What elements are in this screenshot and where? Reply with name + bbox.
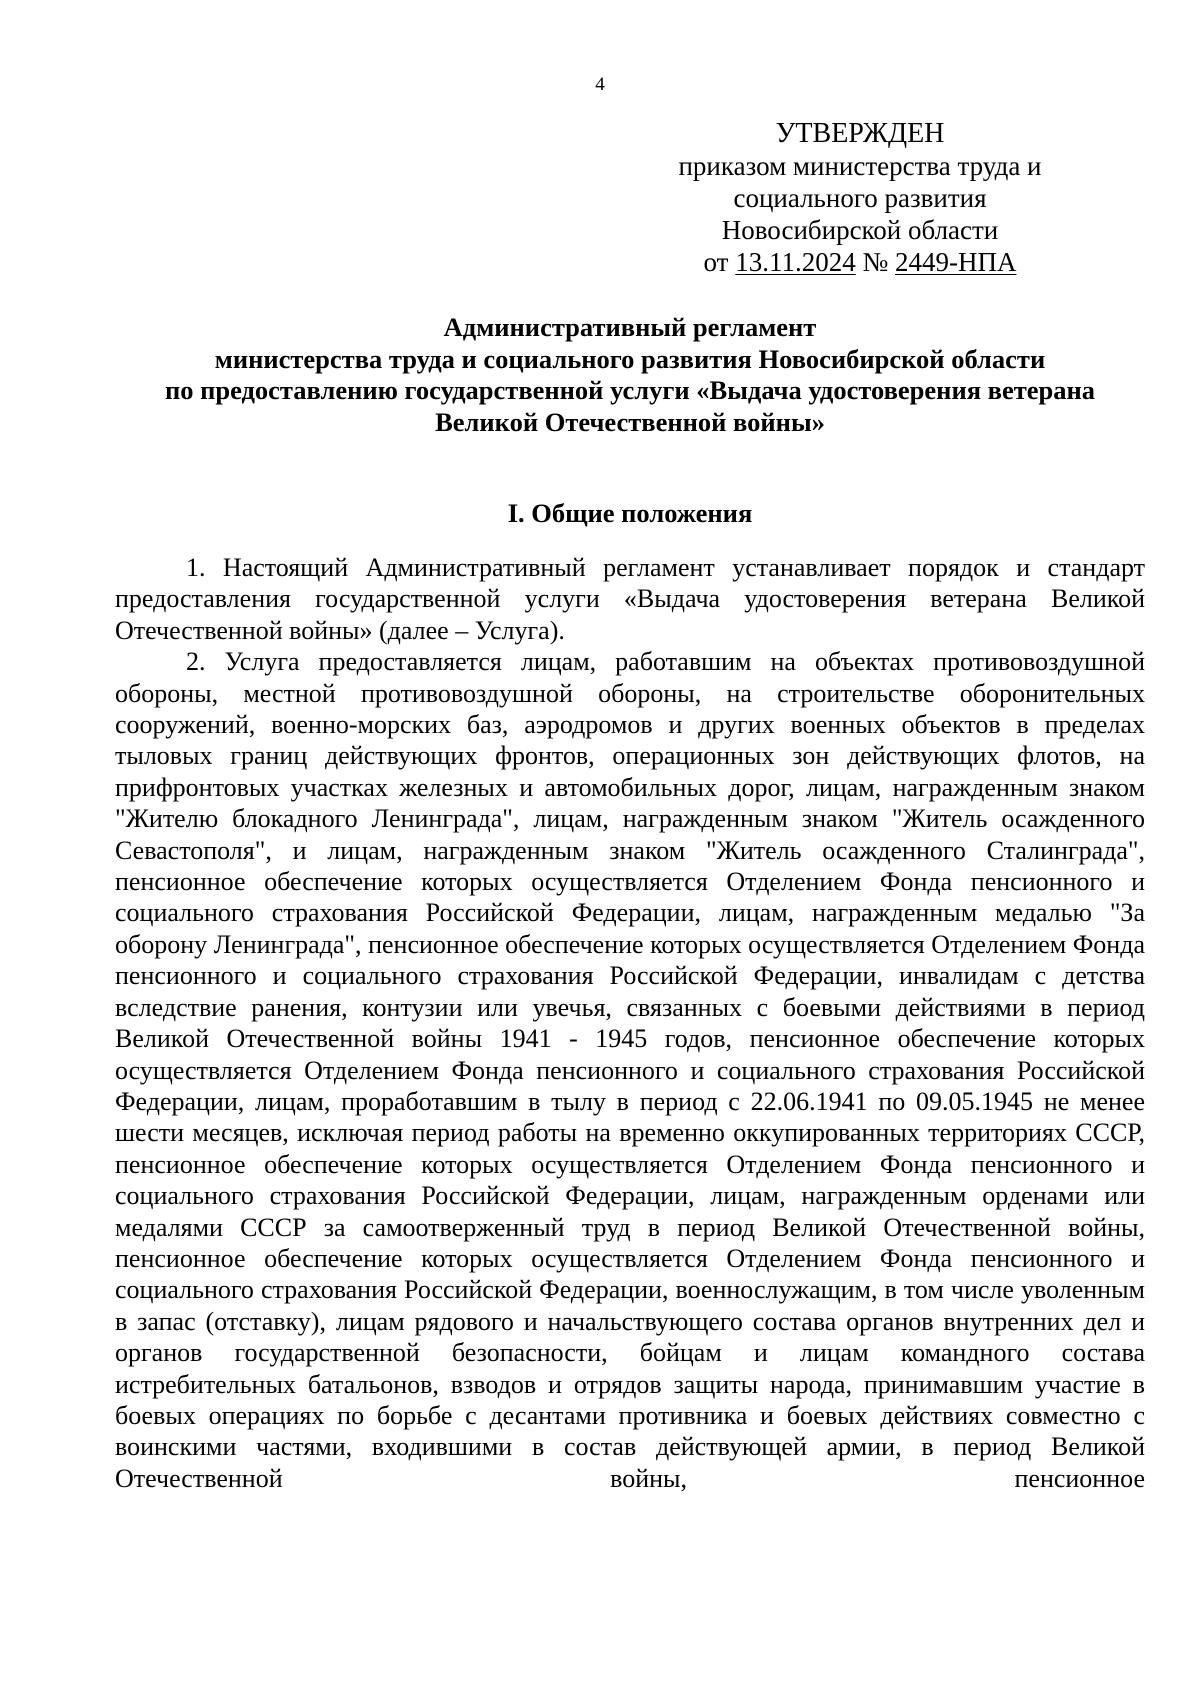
approval-line-2: социального развития <box>733 183 987 213</box>
approval-line-1: приказом министерства труда и <box>678 151 1042 181</box>
title-line-4: Великой Отечественной войны» <box>435 406 825 437</box>
paragraph-2: 2. Услуга предоставляется лицам, работавшим на объектах противовоздушной обороны, местной противовоздушной обороны, на строительстве оборонительных сооружений, военно-морских баз, аэродромов и других военных объектов в пределах тыловых границ действующих фронтов, операционных зон действующих флотов, на прифронтовых участках железных и автомобильных дорог, лицам, награжденным знаком "Жителю блокадного Ленинграда", лицам, награжденным знаком "Житель осажденного Севастополя", и лицам, награжденным знаком "Житель осажденного Сталинграда", пенсионное обеспечение которых осуществляется Отделением Фонда пенсионного и социального страхования Российской Федерации, лицам, награжденным медалью "За оборону Ленинграда", пенсионное обеспечение которых осуществляется Отделением Фонда пенсионного и социального страхования Российской Федерации, инвалидам с детства вследствие ранения, контузии или увечья, связанных с боевыми действиями в период Великой Отечественной войны 1941 - 1945 годов, пенсионное обеспечение которых осуществляется Отделением Фонда пенсионного и социального страхования Российской Федерации, лицам, проработавшим в тылу в период с 22.06.1941 по 09.05.1945 не менее шести месяцев, исключая период работы на временно оккупированных территориях СССР, пенсионное обеспечение которых осуществляется Отделением Фонда пенсионного и социального страхования Российской Федерации, лицам, награжденным орденами или медалями СССР за самоотверженный труд в период Великой Отечественной войны, пенсионное обеспечение которых осуществляется Отделением Фонда пенсионного и социального страхования Российской Федерации, военнослужащим, в том числе уволенным в запас (отставку), лицам рядового и начальствующего состава органов внутренних дел и органов государственной безопасности, бойцам и лицам командного состава истребительных батальонов, взводов и отрядов защиты народа, принимавшим участие в боевых операциях по борьбе с десантами противника и боевых действиях совместно с воинскими частями, входившими в состав действующей армии, в период Великой Отечественной войны, пенсионное <box>115 647 1145 1493</box>
approval-date: 13.11.2024 <box>735 247 856 277</box>
approval-number: 2449-НПА <box>894 247 1017 277</box>
document-body <box>115 552 1145 1494</box>
approval-number-sign: № <box>862 247 889 277</box>
page-number: 4 <box>595 74 605 95</box>
title-line-1: Административный регламент <box>443 312 817 342</box>
document-title <box>115 312 1145 438</box>
approval-line-3: Новосибирской области <box>721 215 999 245</box>
paragraph-1: 1. Настоящий Административный регламент устанавливает порядок и стандарт предоставления государственной услуги «Выдача удостоверения ветерана Великой Отечественной войны» (далее – Услуга). <box>115 553 1145 645</box>
section-heading: I. Общие положения <box>507 498 753 528</box>
approval-stamp <box>660 118 1060 278</box>
title-line-2: министерства труда и социального развития Новосибирской области <box>214 343 1046 374</box>
approval-heading: УТВЕРЖДЕН <box>775 118 945 149</box>
title-line-3: по предоставлению государственной услуги «Выдача удостоверения ветерана <box>164 375 1096 405</box>
approval-order-line <box>660 246 1060 278</box>
approval-date-prefix: от <box>703 247 729 277</box>
